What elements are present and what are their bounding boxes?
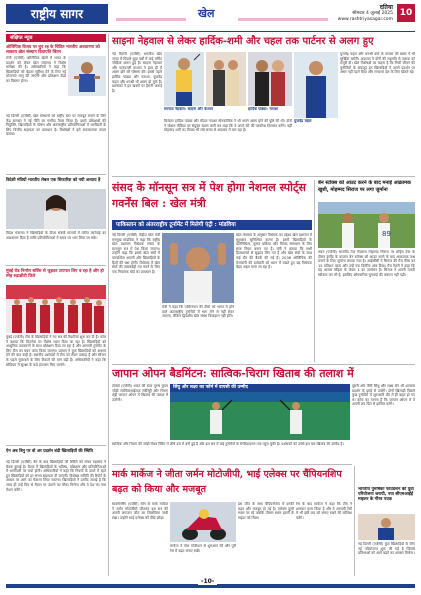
section-title: खेल <box>198 7 215 20</box>
motogp-story-body: इस जीत के साथ चैंपियनशिप में उनकी बढ़त और मजबूत हो गई है। एलेक्स दूसरे स्थान पर रहे जबकि तीसरा स्थान इटली के राइडर को मिला। <box>238 502 294 520</box>
brief-item-body: मुंबई (एजेंसी) टीम के खिलाड़ियों ने नए सत्र की तैयारियां शुरू कर दी हैं। कोच ने बताया कि फिटनेस पर विशेष ध्यान दिया जा रहा है। खिलाड़ियों को आधुनिक उपकरणों के साथ प्रशिक्षण दिया जा रहा है और आगामी टूर्नामेंट के लिए टीम का चयन जल्द किया जाएगा। प्रबंधन ने युवा खिलाड़ियों को अवसर देने की बात कही है। स्थानीय प्रशंसकों में टीम को लेकर उत्साह है और सीजन के पहले मुकाबले के लिए टिकटों की मांग बढ़ी है। अधिकारियों ने कहा कि स्टेडियम में सुरक्षा के कड़े इंतजाम किए जाएंगे। <box>6 335 106 367</box>
dateline-date: सोमवार 4 जुलाई 2025 <box>352 11 393 16</box>
motogp-photo <box>170 502 236 542</box>
side-story-headline: भारतीय पुरुषिका फाउंडेशन की युवा परियोजना जरायी, नया सीएमआईई माइलर के गौरव पदक <box>358 487 414 503</box>
brief-item-body: विदेश मंत्रालय ने खिलाड़ियों के वीजा संबंधी मामलों में त्वरित कार्रवाई का आश्वासन दिया है ताकि प्रतियोगिताओं में समय पर भाग लिया जा सके। <box>6 231 106 240</box>
lead-story-subhead: पाकिस्तान को अंतरराष्ट्रीय टूर्नामेंट में मिलेगी एंट्री : मांडविया <box>112 220 312 230</box>
lead-story-body: मंत्री ने कहा कि पाकिस्तान की टीमों को भारत में होने वाले अंतरराष्ट्रीय टूर्नामेंटों में भाग लेने से नहीं रोका जाएगा, लेकिन द्विपक्षीय खेल संबंध फिलहाल नहीं होंगे। <box>162 305 234 319</box>
motogp-story-body: मार्केज ने पोल पोजीशन से शुरुआत की और पूरी रेस में बढ़त बनाए रखी। <box>170 544 236 553</box>
masthead-rule <box>6 31 415 32</box>
athlete-photo <box>68 56 106 96</box>
cricket-story-headline: बेन स्टोक्स को आउट करने के बाद मनाई आक्रामक खुशी, मोहम्मद सिराज पर लगा जुर्माना <box>318 180 411 193</box>
photo-caption: हार्दिक पांड्या: नताशा <box>248 107 279 111</box>
top-story-headline: साइना नेहवाल से लेकर हार्दिक-शमी और चहल तक पार्टनर से अलग हुए <box>112 36 374 47</box>
photo-caption: सामाज नेहवाल: साइना और कश्यप <box>164 107 214 111</box>
divider <box>6 174 106 175</box>
divider <box>6 445 106 446</box>
column-divider <box>108 34 109 576</box>
lead-story-body: नई दिल्ली (एजेंसी) केंद्रीय खेल मंत्री मनसुख मांडविया ने कहा कि राष्ट्रीय खेल प्रशासन विधेयक संसद के मानसून सत्र में पेश किया जाएगा। उन्होंने कहा कि इससे खेल संघों में पारदर्शिता आएगी और खिलाड़ियों के हितों की रक्षा होगी। विधेयक में खेल संघों की जवाबदेही तय करने के लिए एक नियामक बोर्ड का प्रावधान है। <box>112 233 160 274</box>
brief-news-band: संक्षिप्त न्यूज <box>6 34 106 42</box>
top-story-body: युजवेंद्र चहल और धनश्री वर्मा के तलाक की खबर ने भी सुर्खियां बटोरीं। अदालत ने दोनों की सहमति से तलाक को मंजूरी दी। खेल विशेषज्ञों का कहना है कि निजी जीवन की चुनौतियों के बावजूद इन खिलाड़ियों ने अपने प्रदर्शन पर असर नहीं पड़ने दिया और लगातार देश के लिए खेलते रहे। <box>340 52 415 75</box>
side-story-photo <box>358 514 415 540</box>
column-divider <box>314 180 315 362</box>
brand-logo: राष्ट्रीय सागर <box>6 4 108 24</box>
masthead <box>6 4 415 30</box>
page-number: 10 <box>397 4 415 22</box>
website: www.rashtriyasagar.com <box>337 17 393 22</box>
masthead-decoration <box>238 18 328 21</box>
page-folio: -10- <box>198 578 217 585</box>
saina-photo <box>164 52 204 106</box>
motogp-story-headline: मार्क मार्केज ने जीता जर्मन मोटोजीपी, भाई एलेक्स पर चैंपियनशिप बढ़त को किया और मजबूत <box>112 469 342 495</box>
brief-item-body: नई दिल्ली (एजेंसी) खेल संस्थानों को राष्ट्रीय स्तर पर मजबूत बनाने के लिए केंद्र सरकार ने नई नीति का मसौदा तैयार किया है। इसमें प्रशिक्षकों की नियुक्ति, खिलाड़ियों के पोषण और अंतरराष्ट्रीय प्रतियोगिताओं में भागीदारी के लिए वित्तीय सहायता का प्रावधान है। विशेषज्ञों ने इसे सकारात्मक कदम बताया। <box>6 114 106 137</box>
team-photo <box>6 285 106 333</box>
badminton-story-headline: जापान ओपन बैडमिंटन: सात्विक-चिराग खिताब की तलाश में <box>112 367 354 380</box>
top-story-body: नई दिल्ली (एजेंसी) भारतीय खेल जगत में पिछले कुछ वर्षों में कई चर्चित जोड़ियां अलग हुई हैं। साइना नेहवाल और पारुपल्ली कश्यप ने हाल ही में अलग होने की घोषणा की। इससे पहले हार्दिक पांड्या और नताशा, युजवेंद्र चहल और धनश्री भी अलग हो चुके हैं। प्रशंसकों ने इन खबरों पर हैरानी जताई है। <box>112 52 162 93</box>
badminton-story-body: टोक्यो (एजेंसी) भारत की स्टार पुरुष युगल जोड़ी सात्विकसाईराज रंकीरेड्डी और चिराग शेट्टी जापान ओपन में खिताब की तलाश में उतरेगी। <box>112 384 168 402</box>
brief-item-headline: मुंबई रोड निर्माण सर्विस से जुड़कर टायपल लिए व रहा है और हो स्नेह रुद्राक्षीटी जिले <box>6 268 104 278</box>
divider <box>6 265 106 266</box>
top-story-body: क्रिकेटर हार्दिक पांड्या और मॉडल नताशा स्टेनकोविक ने भी अपने अलग होने की पुष्टि की थी। दोनों ने सोशल मीडिया पर संयुक्त बयान जारी कर कहा कि वे अपने बेटे की परवरिश मिलकर करेंगे। वहीं मोहम्मद शमी का विवाद भी लंबे समय से अदालत में चल रहा है। <box>164 119 292 133</box>
divider <box>112 364 415 365</box>
photo-caption: युजवेंद्र चहल <box>294 119 312 123</box>
dateline-city: दतिया <box>379 4 393 11</box>
motogp-story-body: रेस के बाद मार्केज ने कहा कि टीम ने शानदार काम किया है और वे आगामी रेसों में भी इसी लय को बनाए रखने की कोशिश करेंगे। <box>296 502 352 520</box>
masthead-decoration <box>116 18 186 21</box>
divider <box>112 176 415 177</box>
badminton-story-body: सात्विक और चिराग की जोड़ी विश्व रैंकिंग में शीर्ष दस में बनी हुई है और इस सत्र में कई टूर्नामेंटों के सेमीफाइनल तक पहुंच चुकी है। प्रशंसकों को उनसे इस बार खिताब की उम्मीद है। <box>112 442 344 446</box>
brief-item-headline: ऐन अब बिनु पर वो अर प्रदर्शन बंदी खिलाड़ियों की स्थिति <box>6 448 93 453</box>
brief-item-headline: विदेशी मंत्रियों भारतीय लेबल एक सिफारिश को नयी अध्याय हैं <box>6 177 101 182</box>
badminton-photo <box>170 392 350 440</box>
chahal-photo <box>294 52 338 118</box>
badminton-story-body: दूसरी ओर पीवी सिंधु और लक्ष्य सेन भी शानदार प्रदर्शन के इरादे से उतरेंगे। दोनों खिलाड़ी पिछले कुछ टूर्नामेंटों में शुरुआती दौर में ही बाहर हो गए थे। कोच का मानना है कि जापान ओपन में वे अपनी लय फिर से हासिल करेंगे। <box>352 384 415 407</box>
cricket-photo <box>318 202 415 248</box>
column-divider <box>354 466 355 576</box>
svg-text:89: 89 <box>382 230 391 238</box>
cricket-story-body: लंदन (एजेंसी) भारतीय तेज गेंदबाज मोहम्मद सिराज पर लॉर्ड्स टेस्ट के दौरान इंग्लैंड के कप्तान बेन स्टोक्स को आउट करने के बाद आक्रामक जश्न मनाने के लिए जुर्माना लगाया गया है। आईसीसी ने सिराज की मैच फीस का 15 प्रतिशत काटा और उन्हें एक डिमेरिट अंक दिया। मैच रेफरी ने कहा कि यह आचार संहिता के लेवल 1 का उल्लंघन है। सिराज ने अपनी गलती स्वीकार कर ली है, इसलिए औपचारिक सुनवाई की जरूरत नहीं पड़ी। <box>318 250 415 277</box>
motogp-story-body: साक्सेनरिंग (एजेंसी) स्पेन के मार्क मार्केज ने जर्मन मोटोजीपी जीतकर इस सत्र की अपनी लगातार जीत का सिलसिला जारी रखा। उन्होंने भाई एलेक्स को पीछे छोड़ा। <box>112 502 168 520</box>
badminton-photo-caption: सिंधु और लक्ष्य का फॉर्म में वापसी की उम्मीद <box>170 384 350 392</box>
couple-photo <box>206 52 246 106</box>
lead-story-body: खेल मंत्रालय के अनुसार विधेयक का उद्देश्य खेल प्रशासन में सुशासन सुनिश्चित करना है। इसमें खिलाड़ियों के प्रतिनिधित्व, चुनाव प्रक्रिया और विवाद समाधान के लिए स्पष्ट नियम बनाए गए हैं। मंत्री ने बताया कि सभी हितधारकों से सुझाव लिए गए हैं और खेल संघों के साथ कई दौर की बैठकें की गई हैं। 2036 ओलिंपिक की मेजबानी की दावेदारी को ध्यान में रखते हुए यह विधेयक बेहद अहम माना जा रहा है। <box>236 233 312 270</box>
lead-story-headline: संसद के मॉनसून सत्र में पेश होगा नेशनल स्पोर्ट्स गवर्नेंस बिल : खेल मंत्री <box>112 181 306 210</box>
side-story-body: नई दिल्ली (एजेंसी) युवा खिलाड़ियों के लिए नई परियोजना शुरू की गई है जिससे प्रतिभाओं को आगे बढ़ने का अवसर मिलेगा। <box>358 542 415 556</box>
woman-athlete-photo <box>6 189 106 229</box>
dateline <box>338 5 393 23</box>
divider <box>112 464 352 465</box>
brief-item-body: नई दिल्ली (एजेंसी) बैन के बाद खिलाड़ियों की स्थिति को लेकर महासंघ ने बैठक बुलाई है। बैठक में खिलाड़ियों के भविष्य, प्रशिक्षण और प्रतियोगिताओं में भागीदारी पर चर्चा होगी। अधिकारियों ने कहा कि नियमों के दायरे में रहते हुए खिलाड़ियों को हर संभव सहायता दी जाएगी। विशेषज्ञ समिति की रिपोर्ट के आधार पर आगे का फैसला लिया जाएगा। खिलाड़ियों ने उम्मीद जताई है कि जल्द ही उन्हें फिर से मैदान पर उतरने का मौका मिलेगा और वे देश का नाम रोशन करेंगे। <box>6 460 106 492</box>
brief-item-body: रांची (एजेंसी) ओलिंपिक खेलों में भारत के प्रदर्शन को लेकर खेल मंत्रालय ने विशेष समीक्षा की है। अधिकारियों ने कहा कि खिलाड़ियों को बेहतर सुविधा देने के लिए नई योजनाएं लागू की जाएंगी और प्रशिक्षण केंद्रों का विस्तार होगा। <box>6 56 66 83</box>
hardik-photo <box>248 52 292 106</box>
minister-photo <box>162 233 234 303</box>
brief-item-headline: ओलिंपिक विजय पर चुप रह के चिंतित भारतीय अवधारणा को साकारा खेल संस्थान विधापति चिंतन <box>6 44 100 54</box>
